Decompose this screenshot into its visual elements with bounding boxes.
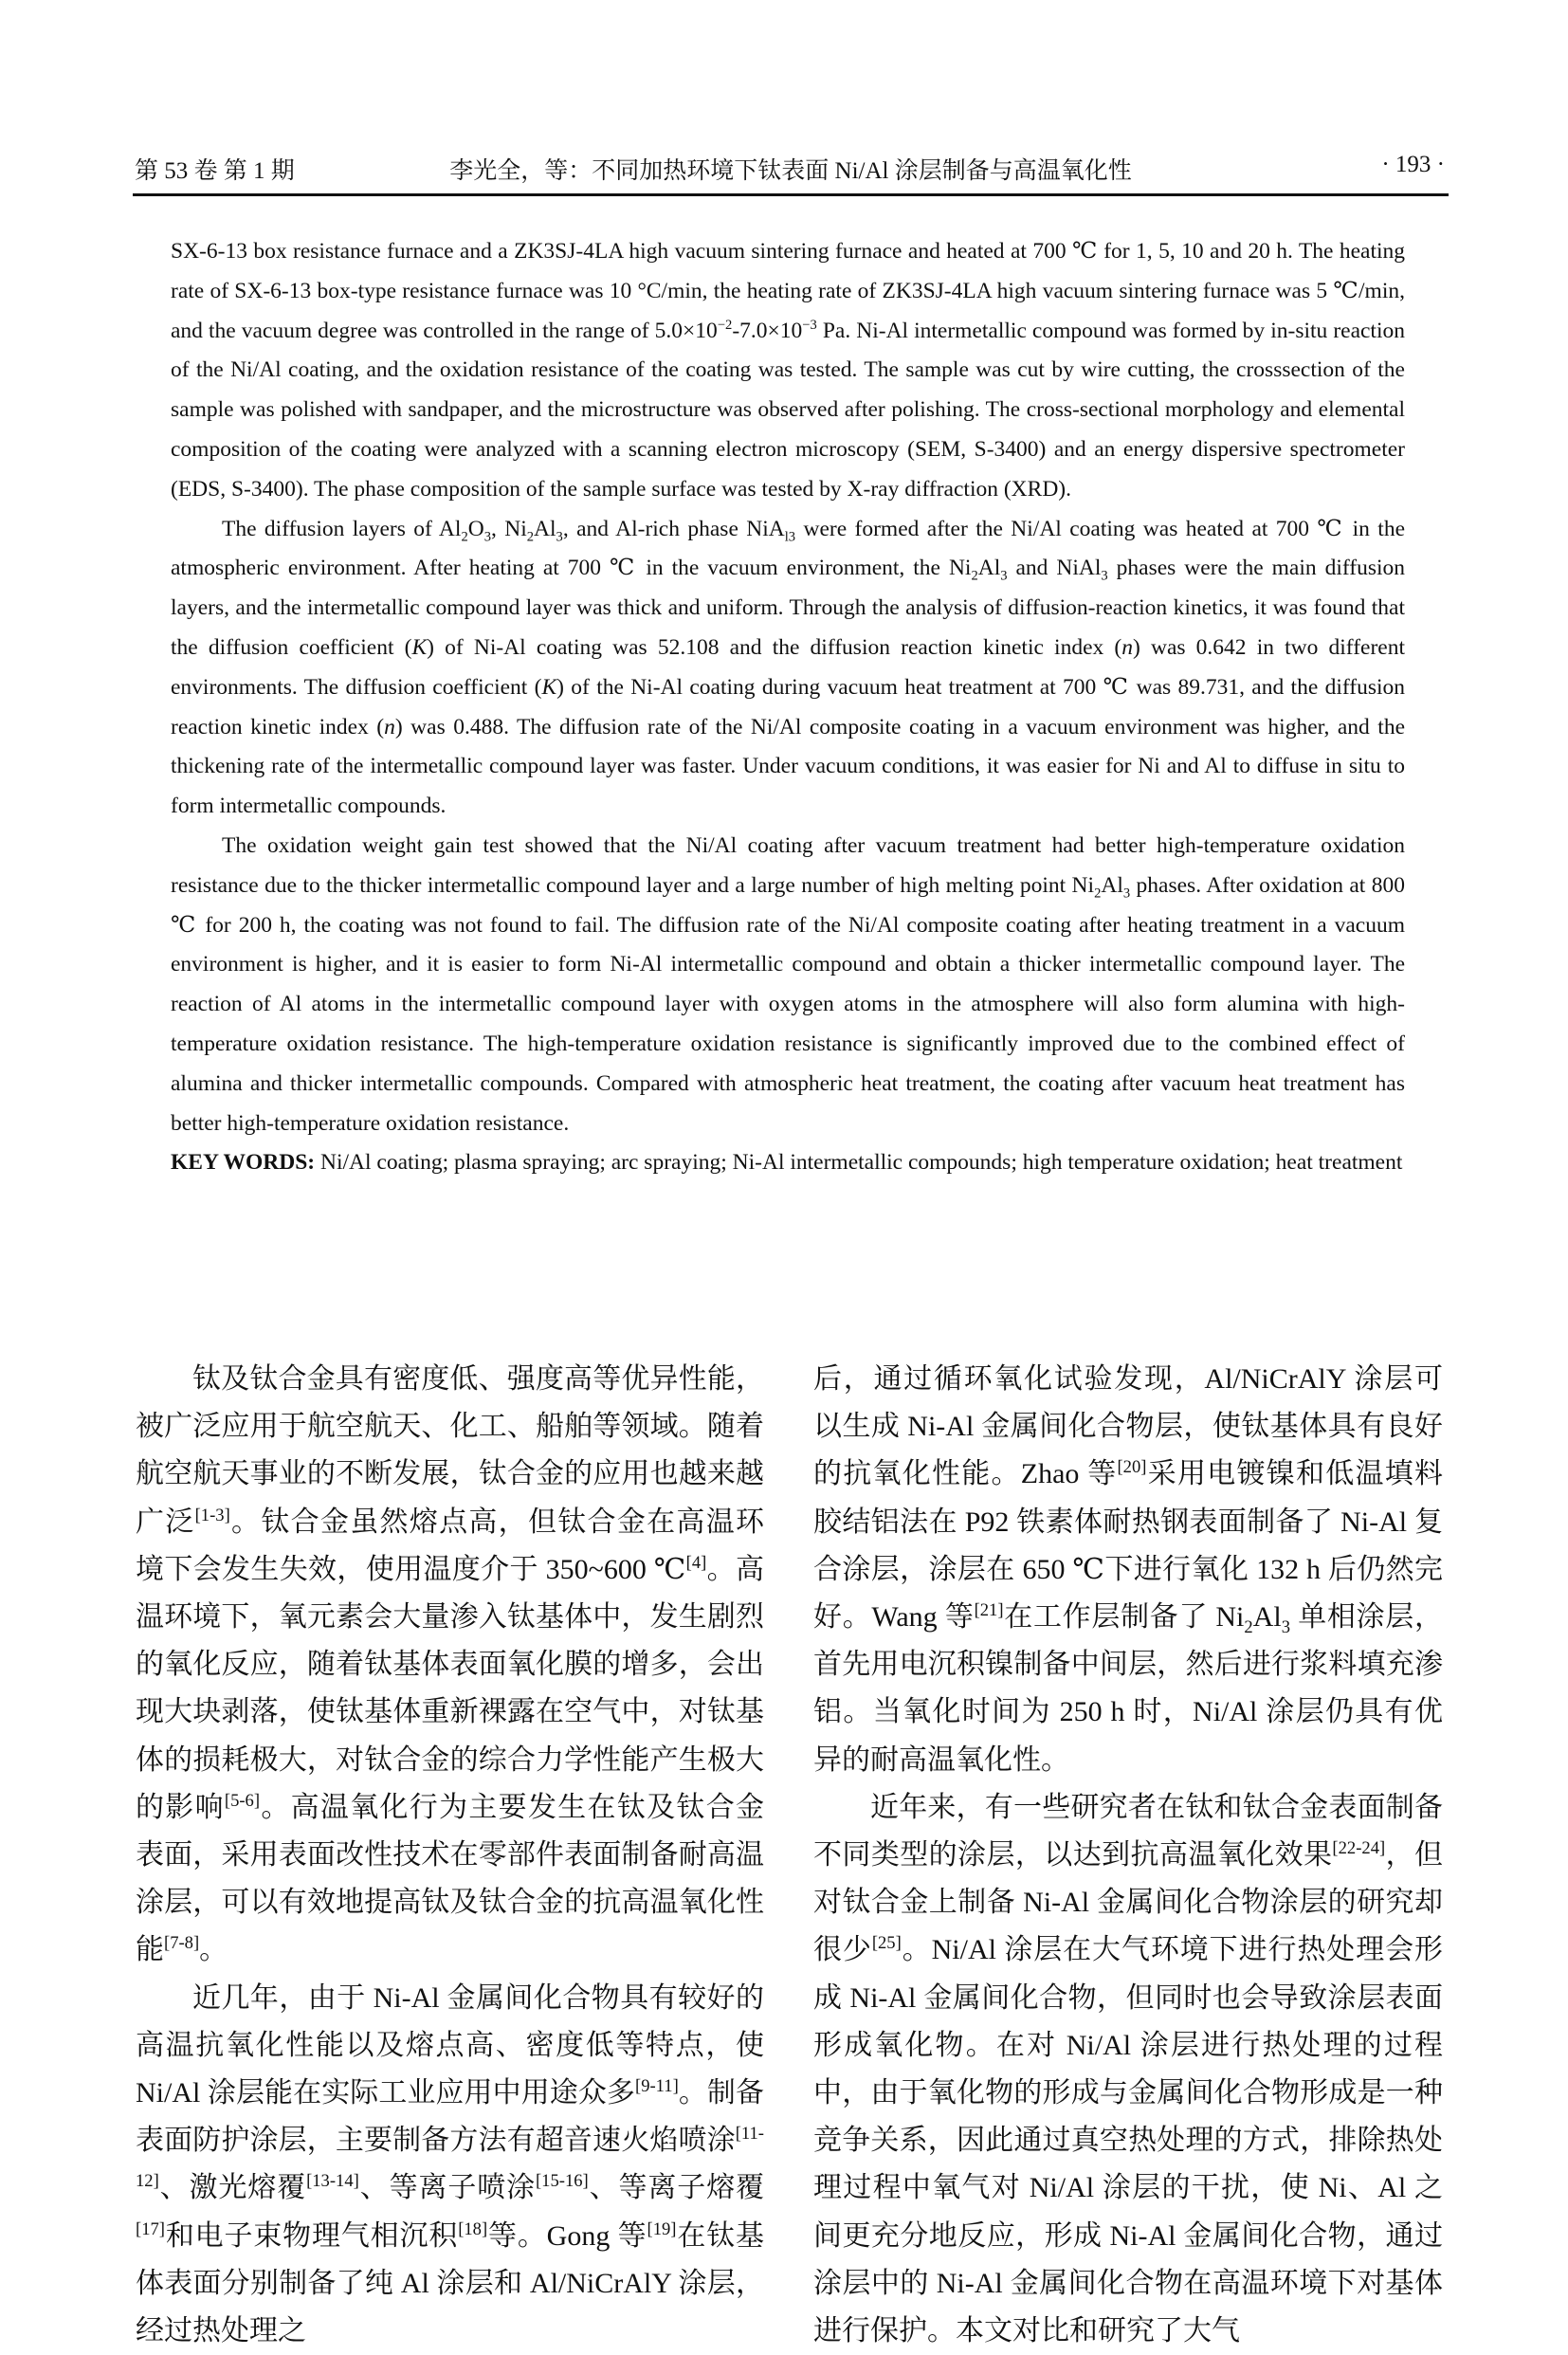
text-run: were formed after the Ni/Al coating was heated at 700 ℃ in the atmospheric environment. After heating at 700 ℃ in the vacuum environment, the Ni bbox=[171, 516, 1406, 581]
running-title: 李光全，等：不同加热环境下钛表面 Ni/Al 涂层制备与高温氧化性 bbox=[449, 158, 1132, 184]
text-run: Al bbox=[977, 556, 1001, 581]
text-run: 在钛基体表面分别制备了纯 Al 涂层和 Al/NiCrAlY 涂层，经过热处理之 bbox=[136, 2219, 765, 2347]
subscript: 3 bbox=[556, 529, 563, 545]
text-run: 采用电镀镍和低温填料胶结铝法在 P92 铁素体耐热钢表面制备了 Ni-Al 复合涂层，涂层在 650 ℃下进行氧化 132 h 后仍然完好。Wang 等 bbox=[813, 1458, 1444, 1634]
text-run: O bbox=[467, 516, 484, 541]
text-run: n bbox=[1121, 634, 1133, 660]
superscript: [5-6] bbox=[224, 1790, 261, 1811]
text-run: SX-6-13 box resistance furnace and a ZK3SJ-4LA high vacuum sintering furnace and heated at 700 ℃ for 1, 5, 10 and 20 h. The heating rate of SX-6-13 box-type resistance furnace was 10 °C/min, the heating rate of ZK3SJ-4LA high vacuum sintering furnace was 5 ℃/min, and the vacuum degree was controlled in the range of 5.0×10 bbox=[171, 239, 1405, 343]
text-run: phases were the main diffusion layers, and the intermetallic compound layer was thick and uniform. Through the analysis of diffusion-reaction kinetics, it was found that the diffusion coefficient ( bbox=[171, 556, 1406, 660]
text-run: 、等离子熔覆 bbox=[588, 2172, 765, 2204]
text-run: ，但对钛合金上制备 Ni-Al 金属间化合物涂层的研究却很少 bbox=[813, 1839, 1444, 1966]
header-rule bbox=[133, 193, 1449, 196]
superscript: [18] bbox=[458, 2218, 488, 2239]
text-run: 后，通过循环氧化试验发现，Al/NiCrAlY 涂层可以生成 Ni-Al 金属间化合物层，使钛基体具有良好的抗氧化性能。Zhao 等 bbox=[813, 1363, 1443, 1490]
subscript: 2 bbox=[971, 569, 978, 585]
paragraph bbox=[813, 1356, 1443, 1784]
text-run: n bbox=[384, 714, 395, 739]
text-run: -7.0×10 bbox=[732, 318, 803, 343]
superscript: [7-8] bbox=[164, 1933, 200, 1954]
superscript: [17] bbox=[136, 2218, 165, 2239]
text-run: 。Ni/Al 涂层在大气环境下进行热处理会形成 Ni-Al 金属间化合物，但同时也会导致涂层表面形成氧化物。在对 Ni/Al 涂层进行热处理的过程中，由于氧化物的形成与金属间化合物形成是一种竞争关系，因此通过真空热处理的方式，排除热处理过程中氧气对 Ni/Al 涂层的干扰，使 Ni、Al 之间更充分地反应，形成 Ni-Al 金属间化合物，通过涂层中的 Ni-Al 金属间化合物在高温环境下对基体进行保护。本文对比和研究了大气 bbox=[813, 1934, 1443, 2347]
subscript: 3 bbox=[1122, 885, 1131, 902]
paragraph bbox=[171, 510, 1405, 827]
paragraph bbox=[171, 827, 1405, 1143]
text-run: 。制备表面防护涂层，主要制备方法有超音速火焰喷涂 bbox=[136, 2077, 764, 2157]
subscript: 3 bbox=[1281, 1617, 1290, 1638]
text-run: ) of Ni-Al coating was 52.108 and the diffusion reaction kinetic index ( bbox=[427, 634, 1122, 660]
superscript: −3 bbox=[802, 317, 817, 333]
abstract-paragraphs bbox=[171, 232, 1405, 1143]
paragraph bbox=[813, 1784, 1443, 2355]
text-run: Al bbox=[534, 516, 556, 541]
text-run: Al bbox=[1101, 872, 1123, 898]
superscript: [15-16] bbox=[535, 2171, 589, 2192]
text-run: Al bbox=[1252, 1601, 1282, 1634]
paragraph bbox=[136, 1975, 764, 2355]
text-run: and NiAl bbox=[1007, 556, 1102, 581]
subscript: 2 bbox=[1094, 885, 1102, 902]
superscript: [21] bbox=[974, 1600, 1004, 1621]
paragraph bbox=[136, 1356, 764, 1975]
subscript: 3 bbox=[1000, 569, 1008, 585]
text-run: The diffusion layers of Al bbox=[222, 516, 462, 541]
text-run: 和电子束物理气相沉积 bbox=[164, 2219, 459, 2252]
superscript: [11-12] bbox=[136, 2124, 764, 2192]
text-run: ) was 0.642 in two different environments. The diffusion coefficient ( bbox=[171, 634, 1405, 700]
text-run: phases. After oxidation at 800 ℃ for 200 h, the coating was not found to fail. The diffusion rate of the Ni/Al composite coating after heating treatment in a vacuum environment is higher, and it is easier to form Ni-Al intermetallic compound and obtain a thicker intermetallic compound layer. The reaction of Al atoms in the intermetallic compound layer with oxygen atoms in the atmosphere will also form alumina with high-temperature oxidation resistance. The high-temperature oxidation resistance is significantly improved due to the combined effect of alumina and thicker intermetallic compounds. Compared with atmospheric heat treatment, the coating after vacuum heat treatment has better high-temperature oxidation resistance. bbox=[171, 872, 1405, 1136]
superscript: −2 bbox=[717, 317, 733, 333]
paragraph bbox=[171, 232, 1405, 510]
text-run: 。高温环境下，氧元素会大量渗入钛基体中，发生剧烈的氧化反应，随着钛基体表面氧化膜的增多，会出现大块剥落，使钛基体重新裸露在空气中，对钛基体的损耗极大，对钛合金的综合力学性能产生极大的影响 bbox=[136, 1553, 764, 1823]
text-run: 钛及钛合金具有密度低、强度高等优异性能，被广泛应用于航空航天、化工、船舶等领域。随着航空航天事业的不断发展，钛合金的应用也越来越广泛 bbox=[136, 1363, 764, 1538]
text-run: K bbox=[411, 634, 428, 660]
text-run: 在工作层制备了 Ni bbox=[1003, 1601, 1245, 1634]
text-run: The oxidation weight gain test showed that the Ni/Al coating after vacuum treatment had better high-temperature oxidation resistance due to the thicker intermetallic compound layer and a large number of high melting point Ni bbox=[171, 832, 1405, 898]
text-run: ) of the Ni-Al coating during vacuum heat treatment at 700 ℃ was 89.731, and the diffusion reaction kinetic index ( bbox=[171, 674, 1405, 739]
superscript: [25] bbox=[871, 1933, 902, 1954]
text-run: 、激光熔覆 bbox=[158, 2172, 307, 2204]
subscript: 3 bbox=[483, 529, 491, 545]
subscript: 3 bbox=[1101, 569, 1108, 585]
page-number: · 193 · bbox=[1381, 152, 1445, 177]
text-run: , and Al-rich phase NiA bbox=[562, 516, 785, 541]
superscript: [13-14] bbox=[306, 2171, 359, 2192]
text-run: 。 bbox=[199, 1934, 228, 1966]
text-run: ) was 0.488. The diffusion rate of the Ni/Al composite coating in a vacuum environment was higher, and the thickening rate of the intermetallic compound layer was faster. Under vacuum conditions, it was easier for Ni and Al to diffuse in situ to form intermetallic compounds. bbox=[171, 714, 1405, 819]
text-run: 、等离子喷涂 bbox=[358, 2172, 536, 2204]
superscript: [9-11] bbox=[635, 2076, 679, 2097]
subscript: 2 bbox=[1244, 1617, 1253, 1638]
superscript: [20] bbox=[1117, 1457, 1147, 1478]
subscript: 2 bbox=[461, 529, 468, 545]
body-left-column bbox=[136, 1356, 764, 2355]
running-header bbox=[133, 152, 1449, 190]
text-run: 近几年，由于 Ni-Al 金属间化合物具有较好的高温抗氧化性能以及熔点高、密度低等特点，使 Ni/Al 涂层能在实际工业应用中用途众多 bbox=[136, 1981, 764, 2109]
text-run: 。钛合金虽然熔点高，但钛合金在高温环境下会发生失效，使用温度介于 350~600 ℃ bbox=[136, 1506, 765, 1585]
subscript: l3 bbox=[784, 529, 796, 545]
text-run: K bbox=[541, 674, 557, 700]
text-run: Pa. Ni-Al intermetallic compound was formed by in-situ reaction of the Ni/Al coating, and the oxidation resistance of the coating was tested. The sample was cut by wire cutting, the crosssection of the sample was polished with sandpaper, and the microstructure was observed after polishing. The cross-sectional morphology and elemental composition of the coating were analyzed with a scanning electron microscopy (SEM, S-3400) and an energy dispersive spectrometer (EDS, S-3400). The phase composition of the sample surface was tested by X-ray diffraction (XRD). bbox=[171, 318, 1405, 502]
text-run: 单相涂层，首先用电沉积镍制备中间层，然后进行浆料填充渗铝。当氧化时间为 250 h 时，Ni/Al 涂层仍具有优异的耐高温氧化性。 bbox=[813, 1601, 1444, 1776]
superscript: [19] bbox=[647, 2218, 677, 2239]
superscript: [4] bbox=[685, 1552, 707, 1573]
superscript: [1-3] bbox=[194, 1505, 230, 1525]
keywords-label: KEY WORDS: bbox=[171, 1150, 316, 1176]
keywords bbox=[171, 1143, 1405, 1183]
text-run: 等。Gong 等 bbox=[487, 2219, 647, 2252]
english-abstract bbox=[171, 232, 1405, 1183]
text-run: , Ni bbox=[490, 516, 527, 541]
subscript: 2 bbox=[526, 529, 535, 545]
volume-issue: 第 53 卷 第 1 期 bbox=[135, 158, 295, 184]
body-right-column bbox=[813, 1356, 1443, 2355]
superscript: [22-24] bbox=[1332, 1838, 1386, 1859]
keywords-text: Ni/Al coating; plasma spraying; arc spraying; Ni-Al intermetallic compounds; high temperature oxidation; heat treatment bbox=[315, 1150, 1403, 1176]
text-run: 。高温氧化行为主要发生在钛及钛合金表面，采用表面改性技术在零部件表面制备耐高温涂层，可以有效地提高钛及钛合金的抗高温氧化性能 bbox=[136, 1791, 765, 1966]
text-run: 近年来，有一些研究者在钛和钛合金表面制备不同类型的涂层，以达到抗高温氧化效果 bbox=[813, 1791, 1443, 1871]
